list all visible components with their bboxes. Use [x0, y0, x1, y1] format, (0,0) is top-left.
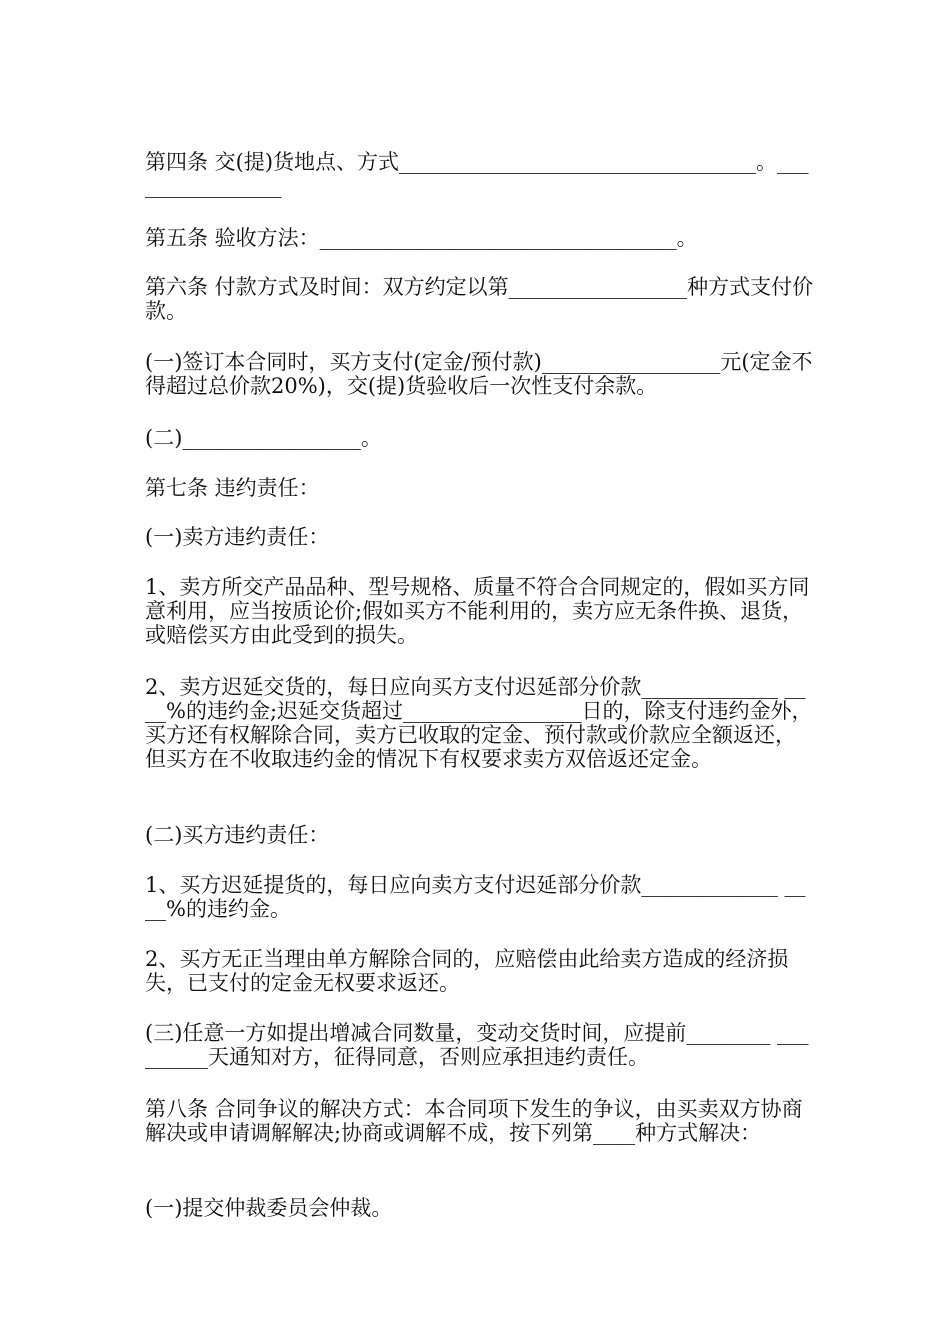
payment-clause-1: (一)签订本合同时，买方支付(定金/预付款)_________________元(定金不得超过总价款20%)，交(提)货验收后一次性支付余款。 — [145, 350, 813, 398]
article-6-payment-method: 第六条 付款方式及时间：双方约定以第_________________种方式支付价款。 — [145, 275, 814, 323]
quantity-change-clause: (三)任意一方如提出增减合同数量，变动交货时间，应提前________ _________天通知对方，征得同意，否则应承担违约责任。 — [145, 1021, 809, 1069]
seller-liability-heading: (一)卖方违约责任： — [145, 525, 330, 549]
article-8-dispute-resolution: 第八条 合同争议的解决方式：本合同项下发生的争议，由买卖双方协商解决或申请调解解决;协商或调解不成，按下列第____种方式解决： — [145, 1097, 803, 1145]
article-4-delivery-location: 第四条 交(提)货地点、方式__________________________________。________________ — [145, 150, 809, 198]
dispute-option-1: (一)提交仲裁委员会仲裁。 — [145, 1196, 393, 1220]
buyer-liability-heading: (二)买方违约责任： — [145, 823, 330, 847]
buyer-liability-item-1: 1、买方迟延提货的，每日应向卖方支付迟延部分价款_____________ ____%的违约金。 — [145, 873, 806, 921]
article-7-liability-heading: 第七条 违约责任： — [145, 476, 320, 500]
buyer-liability-item-2: 2、买方无正当理由单方解除合同的，应赔偿由此给卖方造成的经济损失，已支付的定金无权要求返还。 — [145, 947, 789, 995]
seller-liability-item-1: 1、卖方所交产品品种、型号规格、质量不符合合同规定的，假如买方同意利用，应当按质论价;假如买方不能利用的，卖方应无条件换、退货，或赔偿买方由此受到的损失。 — [145, 575, 810, 647]
article-5-inspection-method: 第五条 验收方法：__________________________________。 — [145, 226, 698, 250]
seller-liability-item-2: 2、卖方迟延交货的，每日应向买方支付迟延部分价款_____________ ____%的违约金;迟延交货超过_________________日的，除支付违约金外，买方还有权解除合同，卖方已收取的定金、预付款或价款应全额返还，但买方在不收取违约金的情况下有权要求卖方双倍返还定金。 — [145, 675, 813, 771]
payment-clause-2: (二)_________________。 — [145, 426, 382, 450]
